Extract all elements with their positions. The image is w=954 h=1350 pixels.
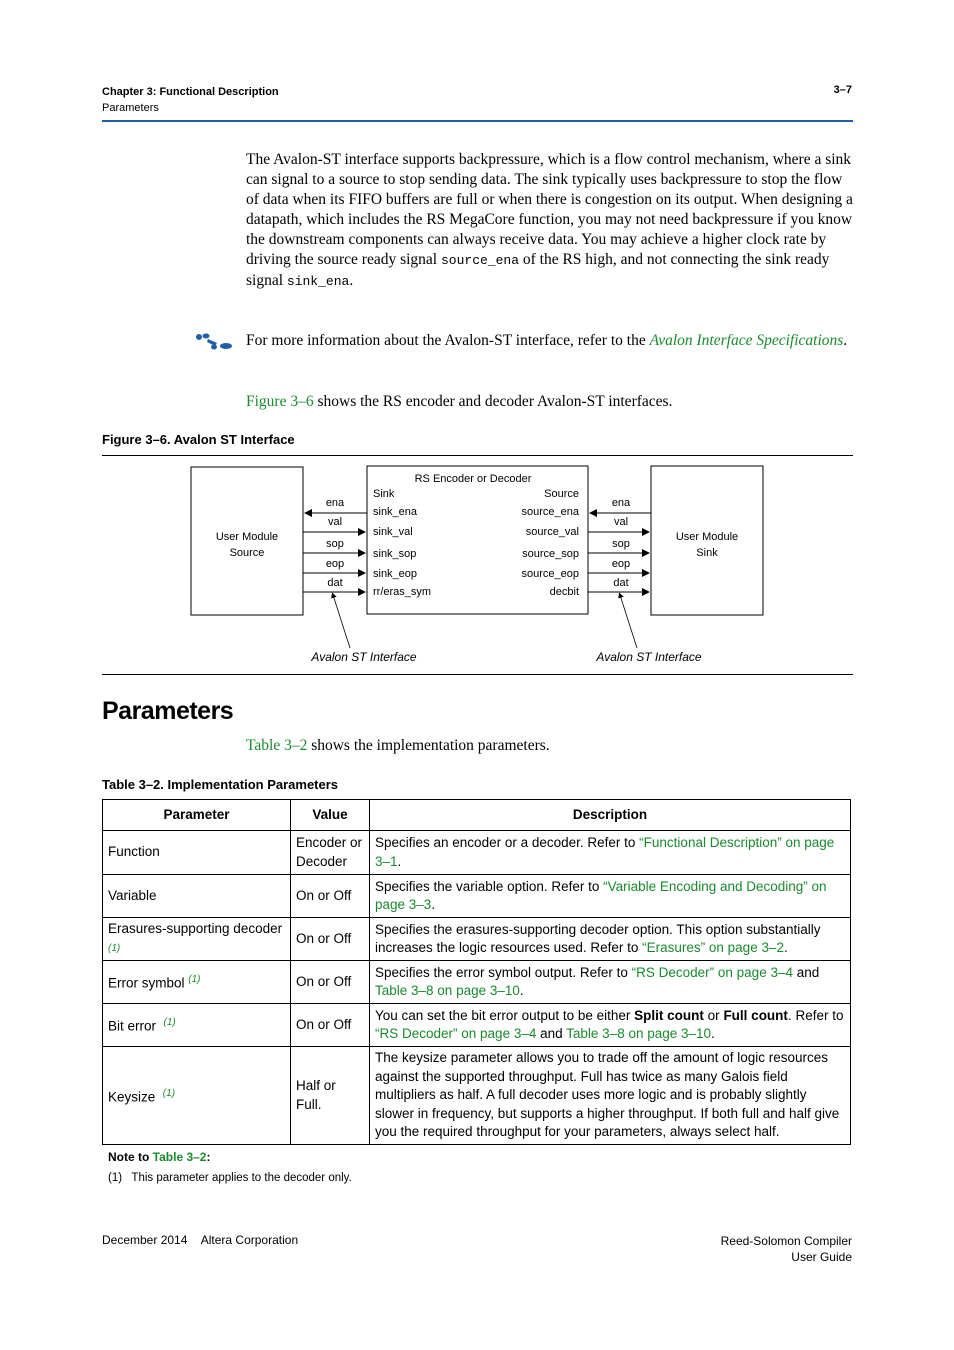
table-row	[103, 875, 851, 918]
desc-text: The keysize parameter allows you to trade off the amount of logic resources against the supported throughput. Full has twice as many Galois field multipliers as half. A full decoder uses more logic and is probably slightly slower in frequency, but supports a higher throughput. If both full and half give you the required throughput for your parameters, always select half.	[375, 1050, 840, 1140]
source-signal-3: source_eop	[521, 568, 579, 580]
param-cell	[103, 961, 291, 1004]
description-cell	[370, 1047, 851, 1145]
footer-doc-line1: Reed-Solomon Compiler	[720, 1234, 852, 1248]
note-title-text: Note to	[108, 1150, 153, 1164]
split-count-label: Split count	[634, 1007, 704, 1023]
left-wire-label-val: val	[327, 516, 343, 528]
sink-signal-1: sink_val	[373, 526, 413, 538]
param-cell	[103, 831, 291, 875]
param-name: Erasures-supporting decoder	[108, 920, 283, 936]
param-name: Keysize	[108, 1089, 156, 1104]
note-title-colon: :	[206, 1150, 211, 1164]
avalon-st-diagram	[190, 462, 770, 672]
intro-paragraph	[246, 150, 854, 292]
footer-right	[721, 1233, 852, 1265]
right-box-line1: User Module	[675, 531, 739, 543]
running-header	[102, 84, 279, 116]
header-rule	[102, 120, 853, 122]
table-header-row	[103, 800, 851, 831]
right-wire-label-val: val	[613, 516, 629, 528]
param-cell	[103, 1004, 291, 1047]
note-period: .	[843, 332, 848, 349]
desc-text: Specifies the erasures-supporting decoder option. This option substantially increases the logic resources used. Refer to	[375, 921, 821, 955]
desc-link[interactable]: “Functional Description” on page 3–1	[375, 835, 835, 869]
param-name: Variable	[108, 887, 157, 903]
desc-text-end: .	[519, 983, 524, 998]
table-row	[103, 1047, 851, 1145]
avalon-spec-link[interactable]: Avalon Interface Specifications	[649, 332, 844, 349]
sink-signal-4: rr/eras_sym	[373, 586, 432, 598]
table-ref-paragraph	[246, 736, 854, 756]
note-table-link[interactable]: Table 3–2	[152, 1150, 207, 1164]
note-paragraph	[246, 331, 854, 351]
source-signal-4: decbit	[549, 586, 579, 598]
desc-link-2[interactable]: Table 3–8 on page 3–10	[566, 1026, 712, 1041]
left-wire-label-ena: ena	[325, 497, 345, 509]
note-ref-link[interactable]: (1)	[108, 943, 121, 954]
note-hand-icon	[195, 333, 233, 351]
source-signal-1: source_val	[525, 526, 579, 538]
parameters-table	[102, 799, 851, 1145]
footer-doc-line2: User Guide	[791, 1250, 852, 1264]
value-cell: Encoder or Decoder	[291, 831, 370, 875]
param-name: Function	[108, 844, 160, 860]
right-wire-label-dat: dat	[613, 577, 629, 589]
intro-text-b: of the RS high, and not connecting the sink ready signal	[246, 251, 830, 289]
left-callout-line	[333, 595, 350, 648]
desc-link[interactable]: “RS Decoder” on page 3–4	[631, 964, 793, 980]
value-cell: On or Off	[291, 1004, 370, 1047]
value-cell: On or Off	[291, 961, 370, 1004]
right-box-line2: Sink	[696, 547, 718, 559]
desc-link[interactable]: “Variable Encoding and Decoding” on page 3–3	[375, 878, 827, 912]
right-callout-line	[620, 595, 637, 648]
note-ref-link[interactable]: (1)	[162, 1087, 176, 1099]
description-cell	[370, 875, 851, 918]
param-cell	[103, 1047, 291, 1145]
desc-or: or	[703, 1007, 724, 1023]
table-note-1: (1) This parameter applies to the decoder only.	[108, 1172, 352, 1184]
figure-title: Figure 3–6. Avalon ST Interface	[102, 432, 295, 447]
sink-signal-0: sink_ena	[373, 506, 418, 518]
param-name: Error symbol	[108, 975, 185, 991]
value-cell: Half or Full.	[291, 1047, 370, 1145]
description-cell	[370, 961, 851, 1004]
right-wire-label-ena: ena	[611, 497, 631, 509]
note-ref-link[interactable]: (1)	[163, 1017, 176, 1028]
intro-text-c: .	[349, 272, 354, 289]
left-wire-label-eop: eop	[325, 558, 345, 570]
desc-refer: . Refer to	[787, 1007, 844, 1023]
desc-text-mid: and	[792, 964, 820, 980]
desc-text-end: .	[783, 940, 788, 955]
chapter-title: Chapter 3: Functional Description	[102, 86, 279, 98]
center-source-header: Source	[544, 488, 579, 500]
desc-text: You can set the bit error output to be either	[375, 1007, 635, 1023]
page-number: 3–7	[833, 84, 852, 96]
full-count-label: Full count	[723, 1007, 788, 1023]
table-row	[103, 831, 851, 875]
footer-left	[102, 1233, 298, 1247]
desc-text: Specifies the variable option. Refer to	[375, 878, 604, 894]
center-title: RS Encoder or Decoder	[414, 473, 532, 485]
table-3-2-link[interactable]: Table 3–2	[246, 737, 308, 754]
desc-text-end: .	[397, 853, 402, 869]
center-sink-header: Sink	[373, 488, 395, 500]
desc-text-mid: and	[536, 1026, 567, 1041]
value-cell: On or Off	[291, 875, 370, 918]
param-cell	[103, 918, 291, 961]
description-cell	[370, 918, 851, 961]
figure-top-rule	[102, 455, 853, 456]
table-note-title	[108, 1150, 210, 1164]
param-cell	[103, 875, 291, 918]
sink-signal-2: sink_sop	[373, 548, 417, 560]
note-text: For more information about the Avalon-ST interface, refer to the	[246, 332, 650, 349]
desc-text: Specifies an encoder or a decoder. Refer to	[375, 835, 640, 850]
param-name: Bit error	[108, 1018, 157, 1034]
table-row	[103, 1004, 851, 1047]
figure-bottom-rule	[102, 674, 853, 675]
header-parameter: Parameter	[103, 800, 291, 831]
left-wire-label-dat: dat	[327, 577, 343, 589]
section-name: Parameters	[102, 102, 159, 114]
table-row	[103, 918, 851, 961]
header-description: Description	[370, 800, 851, 831]
section-title: Parameters	[102, 697, 234, 725]
left-caption: Avalon ST Interface	[311, 650, 417, 664]
table-ref-text: shows the implementation parameters.	[307, 737, 550, 754]
header-value: Value	[291, 800, 370, 831]
left-box-line2: Source	[229, 547, 265, 559]
source-signal-2: source_sop	[522, 548, 579, 560]
desc-text-end: .	[711, 1026, 715, 1041]
desc-text: Specifies the error symbol output. Refer to	[375, 964, 632, 980]
table-title: Table 3–2. Implementation Parameters	[102, 777, 339, 792]
desc-link-2[interactable]: Table 3–8 on page 3–10	[375, 983, 520, 998]
left-box-line1: User Module	[215, 531, 279, 543]
desc-text-end: .	[431, 897, 436, 912]
note-ref-link[interactable]: (1)	[188, 974, 201, 985]
right-caption: Avalon ST Interface	[596, 650, 702, 664]
right-wire-label-sop: sop	[612, 538, 630, 550]
desc-link[interactable]: “Erasures” on page 3–2	[642, 940, 784, 955]
sink-signal-3: sink_eop	[373, 568, 418, 580]
value-cell: On or Off	[291, 918, 370, 961]
right-wire-label-eop: eop	[611, 558, 631, 570]
left-wire-label-sop: sop	[326, 538, 344, 550]
footer-company: Altera Corporation	[200, 1233, 299, 1247]
code-sink-ena: sink_ena	[286, 274, 350, 289]
desc-link[interactable]: “RS Decoder” on page 3–4	[375, 1026, 537, 1041]
code-source-ena: source_ena	[440, 253, 519, 268]
description-cell	[370, 1004, 851, 1047]
figure-ref-paragraph	[246, 392, 854, 412]
description-cell	[370, 831, 851, 875]
table-row	[103, 961, 851, 1004]
intro-text-a: The Avalon-ST interface supports backpressure, which is a flow control mechanism, where a sink can signal to a source to stop sending data. The sink typically uses backpressure to stop the flow of data when its FIFO buffers are full or when there is congestion on its output. When designing a datapath, which includes the RS MegaCore function, you may not need backpressure if you know the downstream components can always receive data. You may achieve a higher clock rate by driving the source ready signal	[246, 151, 853, 268]
figure-3-6-link[interactable]: Figure 3–6	[246, 393, 314, 410]
figure-ref-text: shows the RS encoder and decoder Avalon-ST interfaces.	[313, 393, 673, 410]
footer-date: December 2014	[102, 1233, 188, 1247]
source-signal-0: source_ena	[521, 506, 579, 518]
